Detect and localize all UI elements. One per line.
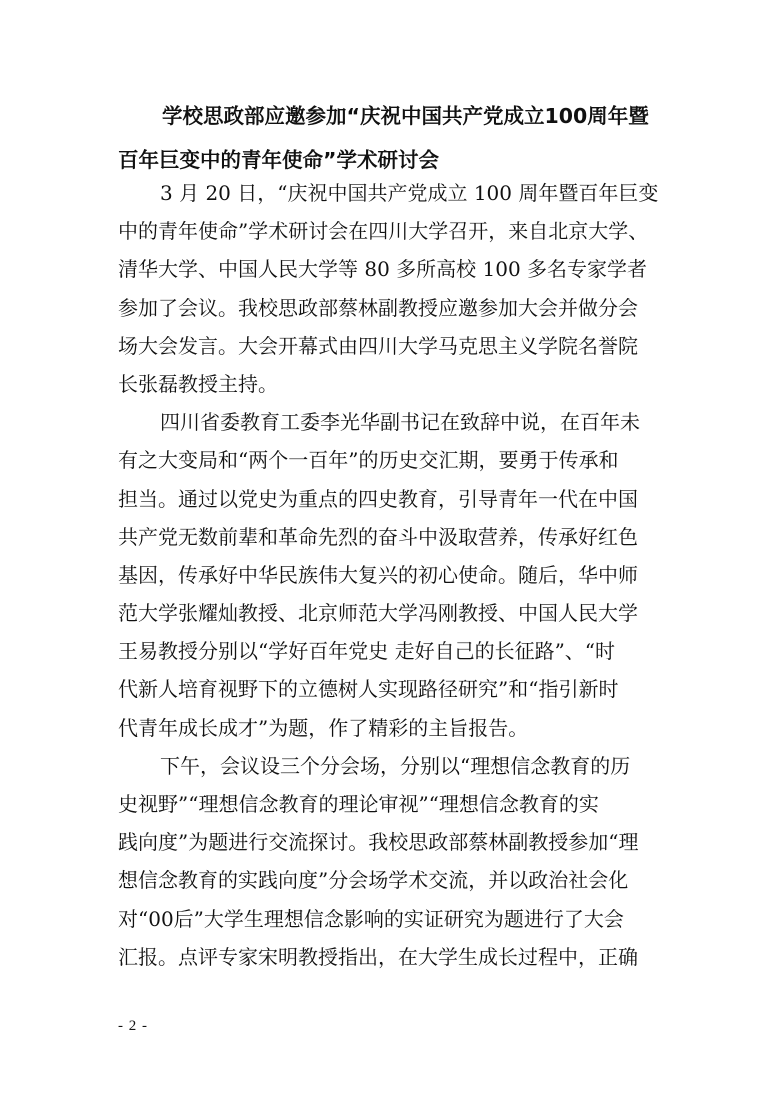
article-body (118, 174, 663, 976)
text-line: 践向度”为题进行交流探讨。我校思政部蔡林副教授参加“理 (118, 830, 639, 855)
text-line: 代青年成长成才”为题，作了精彩的主旨报告。 (118, 715, 529, 740)
text-line: 中的青年使命”学术研讨会在四川大学召开，来自北京大学、 (118, 219, 649, 244)
text-line: 场大会发言。大会开幕式由四川大学马克思主义学院名誉院 (118, 333, 638, 358)
article-title (118, 94, 658, 182)
title-line: 百年巨变中的青年使命”学术研讨会 (118, 148, 439, 172)
text-line: 下午，会议设三个分会场，分别以“理想信念教育的历 (160, 753, 631, 778)
text-line: 代新人培育视野下的立德树人实现路径研究”和“指引新时 (118, 677, 619, 702)
paragraph-3 (118, 747, 663, 976)
text-line: 范大学张耀灿教授、北京师范大学冯刚教授、中国人民大学 (118, 601, 638, 626)
text-line: 王易教授分别以“学好百年党史 走好自己的长征路”、“时 (118, 639, 616, 664)
text-line: 参加了会议。我校思政部蔡林副教授应邀参加大会并做分会 (118, 295, 638, 320)
text-line: 汇报。点评专家宋明教授指出，在大学生成长过程中，正确 (118, 944, 638, 969)
paragraph-2 (118, 403, 663, 747)
text-line: 3 月 20 日，“庆祝中国共产党成立 100 周年暨百年巨变 (160, 181, 659, 205)
text-line: 担当。通过以党史为重点的四史教育，引导青年一代在中国 (118, 486, 638, 511)
text-line: 四川省委教育工委李光华副书记在致辞中说，在百年未 (160, 410, 640, 435)
title-line: 学校思政部应邀参加“庆祝中国共产党成立100周年暨 (162, 104, 649, 128)
text-line: 有之大变局和“两个一百年”的历史交汇期，要勇于传承和 (118, 448, 619, 473)
text-line: 想信念教育的实践向度”分会场学术交流，并以政治社会化 (118, 868, 629, 893)
text-line: 长张磊教授主持。 (118, 371, 278, 396)
text-line: 共产党无数前辈和革命先烈的奋斗中汲取营养，传承好红色 (118, 524, 638, 549)
text-line: 史视野”“理想信念教育的理论审视”“理想信念教育的实 (118, 792, 599, 816)
page-number: - 2 - (118, 1018, 148, 1034)
text-line: 对“00后”大学生理想信念影响的实证研究为题进行了大会 (118, 906, 624, 931)
text-line: 基因，传承好中华民族伟大复兴的初心使命。随后，华中师 (118, 562, 638, 587)
paragraph-1 (118, 174, 663, 403)
text-line: 清华大学、中国人民大学等 80 多所高校 100 多名专家学者 (118, 257, 648, 282)
